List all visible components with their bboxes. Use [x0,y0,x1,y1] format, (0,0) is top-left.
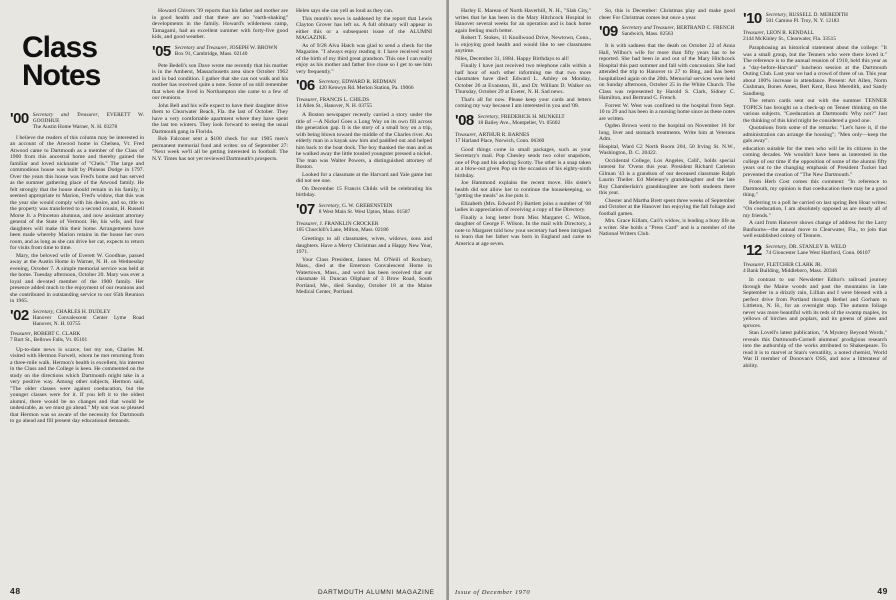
class-year: '09 [599,23,618,40]
class-note-paragraph: Looked for a classmate at the Harvard and Yale game but did not see one. [296,171,432,185]
class-header-1900 [10,112,144,131]
class-note-paragraph: Joe Hammond explains the recent move. His sister's health did not allow her to continue the housekeeping, so "getting the meals" as Joe puts it. [455,180,591,200]
class-note-paragraph: Finally a long letter from Miss Margaret C. Wilson, daughter of George F. Wilson. In the mail with Directory, a note to Margaret told how your secretary had been intrigued to learn that her father was born in England and came to America at age seven. [455,214,591,247]
class-note-paragraph: The return cards sent out with the summer TENNER TOPICS has brought us a check-up on Tenner thinking on the various subjects. "Coeducation at Dartmouth: Why not?" Just the thinking of this kind might be considered a good one. [743,98,887,124]
class-secretary: Secretary, RUSSELL D. MEREDITH 501 Camino Pl. Troy, N. Y. 12183 [765,12,848,25]
class-header-1907 [296,200,432,218]
section-title: Class Notes [22,31,101,92]
class-treasurer: Treasurer, ARTHUR R. BARNES 17 Harland Place, Norwich, Conn. 06360 [455,131,545,144]
class-note-paragraph: On December 15 Francis Childs will be celebrating his birthday. [296,185,432,199]
class-note-paragraph: Robert T. Stokes, 11 Knollwood Drive, Newtown, Conn., is enjoying good health and would like to see classmates anytime. [455,35,591,54]
class-note-paragraph: Occidental College, Los Angeles, Calif., holds special interest for 'Ovens this year. President Richard Carleton Gilman '43 is a grandson of our deceased classmate Ralph Laurin Theiler. Ed Meleney's granddaughter and the late Roy Chamberlain's granddaughter are both students there this year. [599,157,735,196]
class-treasurer: Treasurer, FRANCIS L. CHILDS 14 Allen St., Hanover, N. H. 03755 [296,97,372,110]
class-note-paragraph: A card from Hanover shows change of address for the Larry Banfsurns—the annual move to Clearwater, Fla., to join that well established colony of Tenners. [743,220,887,240]
left-column-1 [10,8,144,568]
class-note-paragraph: Greetings to all classmates, wives, widows, sons and daughters. Have a Merry Christmas and a Happy New Year, 1971. [296,236,432,256]
class-year: '00 [10,110,29,127]
class-note-paragraph: That's all for now. Please keep your cards and letters coming my way because I am interested in you and '08. [455,96,591,109]
class-note-paragraph: Howard Chivers '39 reports that his father and mother are in good health and that there are no "earth-shaking" developments in the family. Howard's wilderness camp, Tamagami, had an excellent summer with forty-five good kids, and good weather. [152,8,288,40]
class-secretary: Secretary and Treasurer, BERTRAND C. FRENCH Sandwich, Mass. 02563 [621,25,735,38]
class-secretary: Secretary and Treasurer, JOSEPH W. BROWN Box 91, Cambridge, Mass. 02140 [174,44,278,57]
class-note-paragraph: Quotations from some of the remarks: "Let's have it, if the administration can arrange the housing"; "Men only—keep the gals away". [743,125,887,145]
magazine-name-footer: DARTMOUTH ALUMNI MAGAZINE [318,589,435,596]
right-column-1 [455,8,591,568]
class-secretary: Secretary, G. W. GREBENSTEIN 8 West Main St. West Upton, Mass. 01587 [318,202,411,216]
class-note-paragraph: Paraphrasing an historical statement about the college: "It was a small group, but the Tenners who were there loved it." The reference is to the annual reunion of 1910, held this year as a "day-before-Harvard" luncheon session at the Dartmouth Outing Club. Last year we had a crowd of three of us. This year about 100% increase in attendance. Present: Art Allen, Norm Cushman, Bones Ames, Bert Kent, Ross Meredith, and Sandy Sandberg. [743,45,887,97]
class-treasurer: Treasurer, LEON R. KENDALL 2144 McKinley St., Clearwater, Fla. 33515 [743,30,837,43]
left-column-2 [152,8,288,568]
left-footer [10,586,21,596]
class-year: '07 [296,200,315,218]
class-note-paragraph: Forrest W. West was confined to the hospital from Sept. 10 to 29 and has been in a nursing home since as these notes are written. [599,102,735,122]
class-note-paragraph: Referring to a poll he carried on last spring Ben Hoar writes: "On coeducation, I am absolutely opposed as are nearly all of my friends." [743,199,887,219]
class-header-1909 [599,25,735,39]
class-header-1908 [455,111,591,129]
class-year: '12 [743,241,762,259]
class-year: '06 [296,77,315,94]
class-header-1905 [152,42,288,60]
class-year: '02 [10,306,29,324]
class-note-paragraph: Mary, the beloved wife of Everett W. Goodhue, passed away at the Austin Home in Warner, N. H. on Wednesday evening, October 7. A simple memorial service was held at the home. Tuesday afternoon, October 20. Mary was ever a loyal and devoted member of the 1900 family. Her presence added much to the enjoyment of our reunions and she contributed in outstanding service to our 65th Reunion in 1965. [10,252,144,305]
class-year: '08 [455,111,474,129]
issue-footer: Issue of December 1970 [455,589,531,596]
class-treasurer: Treasurer, FLETCHER CLARK JR. 4 Bank Building, Middleboro, Mass. 20346 [743,261,838,275]
right-page [449,0,896,600]
class-note-paragraph: So, this is December: Christmas play and make good cheer For Christmas comes but once a year. [599,8,735,21]
class-note-paragraph: Stan Lovell's latest publication, "A Mystery Beyond Words," reveals this Dartmouth-Cornell alumnus' prodigious research into the authorship of the works attributed to Shakespeare. To read it is to marvel at Stan's versatility, a noted chemist, World War II member of Donovan's OSS, and now a litterateur of ability. [743,330,887,369]
class-note-paragraph: Helen says she can yell as loud as they can. [296,8,394,14]
class-secretary: Secretary and Treasurer, EVERETT W. GOODHUE The Austin Home Warner, N. H. 03278 [32,112,144,131]
right-footer [877,586,888,596]
class-secretary: Secretary, CHARLES H. DUDLEY Hanover Convalescent Center Lyme Road Hanover, N. H. 03755 [32,308,144,328]
class-year: '05 [152,42,171,60]
class-note-paragraph: Mrs. Grace Killam, Carl's widow, is leading a busy life as a writer. She holds a "Press Card" and is a member of the National Writers Club. [599,218,735,237]
class-note-paragraph: John Bell and his wife expect to have their daughter drive them to Clearwater Beach, Fla. the last of October. They have a very comfortable apartment where they have spent the last ten winters. They look forward to seeing the usual Dartmouth gang in Florida. [152,102,288,135]
class-note-paragraph: Pete Bedell's son Dave wrote me recently that his mother is in the Amherst, Massachusetts area since October 1962 and in bad condition. I gather that she can not walk and his mother has received quite a note. Some of us still remember that when she lived in Northampton she came to a few of our reunions. [152,62,288,101]
class-secretary: Secretary, DR. STANLEY B. WELD 74 Gloucester Lane West Hartford, Conn. 06107 [765,243,871,257]
left-column-3 [296,8,432,568]
class-note-paragraph: Your Class President, James M. O'Neill of Roxbury, Mass., died at the Emerson Convalescent Home in Watertown, Mass., and word has been received that our classmate H. Duncan Oliphant of 3 Brow Road, South Portland, Me., died Sunday, October 18 at the Maine Medical Center, Portland. [296,256,432,296]
class-secretary: Secretary, FREDERICK H. MUNKELT 18 Bailey Ave., Montpelier, Vt. 05602 [477,113,565,126]
class-note-paragraph: Niles, December 31, 1884. Happy Birthdays to all! [455,55,570,62]
class-note-paragraph: Good things come in small packages, such as your Secretary's mail. Pop Chesley sends two color snapshots, one of Pop and his adoring Scotty. The other is a snap taken at a blow-out given Pop on the occasion of his eighty-ninth birthday. [455,146,591,179]
class-header-1910 [743,12,887,26]
page-number-right: 49 [877,586,888,596]
class-treasurer: Treasurer, ROBERT C. CLARK 7 Burt St., Bellows Falls, Vt. 05101 [10,331,88,344]
right-column-2 [599,8,735,568]
class-note-paragraph: Harley E. Marean of North Haverhill, N. H., "Slab City," writes that he has been in the Mary Hitchcock Hospital in Hanover several weeks for an operation and is back home again feeling much better. [455,8,591,34]
class-note-paragraph: Ogden Brown went to the hospital on November 16 for lung, liver and stomach treatments. Write him at Veterans Adm. [599,123,735,142]
left-page [0,0,447,600]
class-note-paragraph: A Boston newspaper recently carried a story under the title of —A Nickel Goes a Long Way on its own fill across the generation gap. It is the story of a small boy on a trip, with being blown toward the middle of the Charles river. An elderly man in a kayak saw him and paddled out and helped him back to the boat dock. The boy thanked the man and as he walked away the little tousled youngster pressed a nickel. The man was Walter Powers, a distinguished attorney of Boston. [296,112,432,171]
class-note-paragraph: As of 9/28 Alva Hatch was glad to send a check for the Magazine. "I always enjoy reading it. I have received word of the birth of my third great grandson. This one I can really enjoy as his mother and father live close so I get to see him very frequently." [296,42,432,75]
page-number-left: 48 [10,586,21,596]
class-note-paragraph: Up-to-date news is scarce, but my son, Charles M. visited with Hermon Farwell, whom he met returning from a three-mile walk. Hermon's health is excellent, his interest in the Class and the College is keen. He commented on the study on the directions which Dartmouth might take in a very positive way. Among other subjects, Hermon said, "The older classes were against coeducation, but the younger classes were for it. If you left it to the oldest alumni, there would be no changes and that would be undesirable, as we must go ahead." My son was so pleased that Hermon was so aware of the necessity for Dartmouth to go ahead and fill present day educational demands. [10,346,144,425]
class-note-paragraph: It is with sadness that the death on October 22 of Anna Hall, Wilbur's wife for more than fifty years has to be reported. She had been in and out of the Mary Hitchcock Hospital this past summer and fall with concussion. She had attended the trip to Hanover to 27 to Bing, and has been hospitalized again on the 20th. Memorial services were held on Sunday afternoon, October 25 in the White Church. The Class was represented by Harold S. Clark, Sidney C. Hamilton, and Bertrand C. French. [599,43,735,101]
class-secretary: Secretary, EDWARD R. REDMAN 420 Kenwyn Rd. Merion Station, Pa. 19066 [318,79,414,92]
class-note-paragraph: Hospital, Ward C2 North Room 204, 50 Irving St. N.W., Washington, D. C. 20422. [599,143,735,156]
class-note-paragraph: Finally I have just received two telephone calls within a half hour of each other informing me that two more classmates have died: Edward L. Ashley on Monday, October 26 at Evanston, Ill., and Dr. William D. Walker on Thursday, October 29 at Exeter, N. H. Sad news. [455,63,591,95]
right-column-3 [743,8,887,568]
class-header-1902 [10,306,144,328]
class-note-paragraph: This month's news is saddened by the report that Lewis Clayton Grover has left us. A full obituary will appear in either this or a subsequent issue of the ALUMNI MAGAZINE. [296,15,432,41]
class-treasurer: Treasurer, J. FRANKLIN CROCKER 105 Churchill's Lane, Milton, Mass. 02186 [296,220,389,234]
class-note-paragraph: Chester and Martha Brett spent three weeks of September and October at the Hanover Inn enjoying the fall foliage and football games. [599,197,735,217]
class-note-paragraph: Bob Falconer sent a $100 check for our 1905 men's permanent memorial fund and writes: on of September 27: "Next week we'll all be getting interested in football. The N.Y. Times has not yet reviewed Dartmouth's prospects. [152,136,288,162]
class-note-paragraph: I believe the readers of this column may be interested in an account of the Atwood home in Chelsea, Vt. Fred Atwood came to Dartmouth as a member of the Class of 1900 from this ancestral home and thereby gained the familiar and loved nickname of "Chels." The large and commodious house was built by Phineas Dodge in 1797. Over the years this house was Fred's home and has served as the summer gathering place of the Atwood family. He felt strongly that the house should remain in his family, it seemed appropriate to Marion, Fred's widow, that this was the year she would comply with his desire, and so, title to the property was transferred to a second cousin, H. Russell Morse Jr. a Princeton alumnus, and now assistant attorney general of the State of Vermont. He, his wife, and four daughters will make this their home. Arrangements have been made whereby Marion retains in the house her own room, and as long as she can drive her car, expects to return for visits from time to time. [10,134,144,252]
class-note-paragraph: Elizabeth (Mrs. Edward P.) Bartlett joins a number of '08 ladies in appreciation of receiving a copy of the Directory. [455,200,591,214]
class-year: '10 [743,10,762,27]
class-note-paragraph: education suitable for the men who will be its citizens in the coming decades. We wouldn't have been as interested in the college of our time if the opposition of some of the alumni fifty years out to the changing emphasis of President Tucker had prevented the creation of "The New Dartmouth." [743,145,887,178]
class-note-paragraph: In contrast to our Newsletter Editor's railroad journey through the Maine woods and past the mountains in late September in a drizzly rain, Lillian and I were blessed with a perfect drive from Portland through Bethel and Gorham to Littleton, N. H., for an overnight stop. The autumn foliage never was more beautiful with its reds of the swamp maples, its yellows of birches and poplars, and its greens of pines and spruces. [743,277,887,329]
class-header-1912 [743,241,887,259]
class-header-1906 [296,79,432,93]
class-note-paragraph: From Herb Cost comes this comment: "In reference to Dartmouth, my opinion is that coeducation there may be a good thing." [743,179,887,199]
